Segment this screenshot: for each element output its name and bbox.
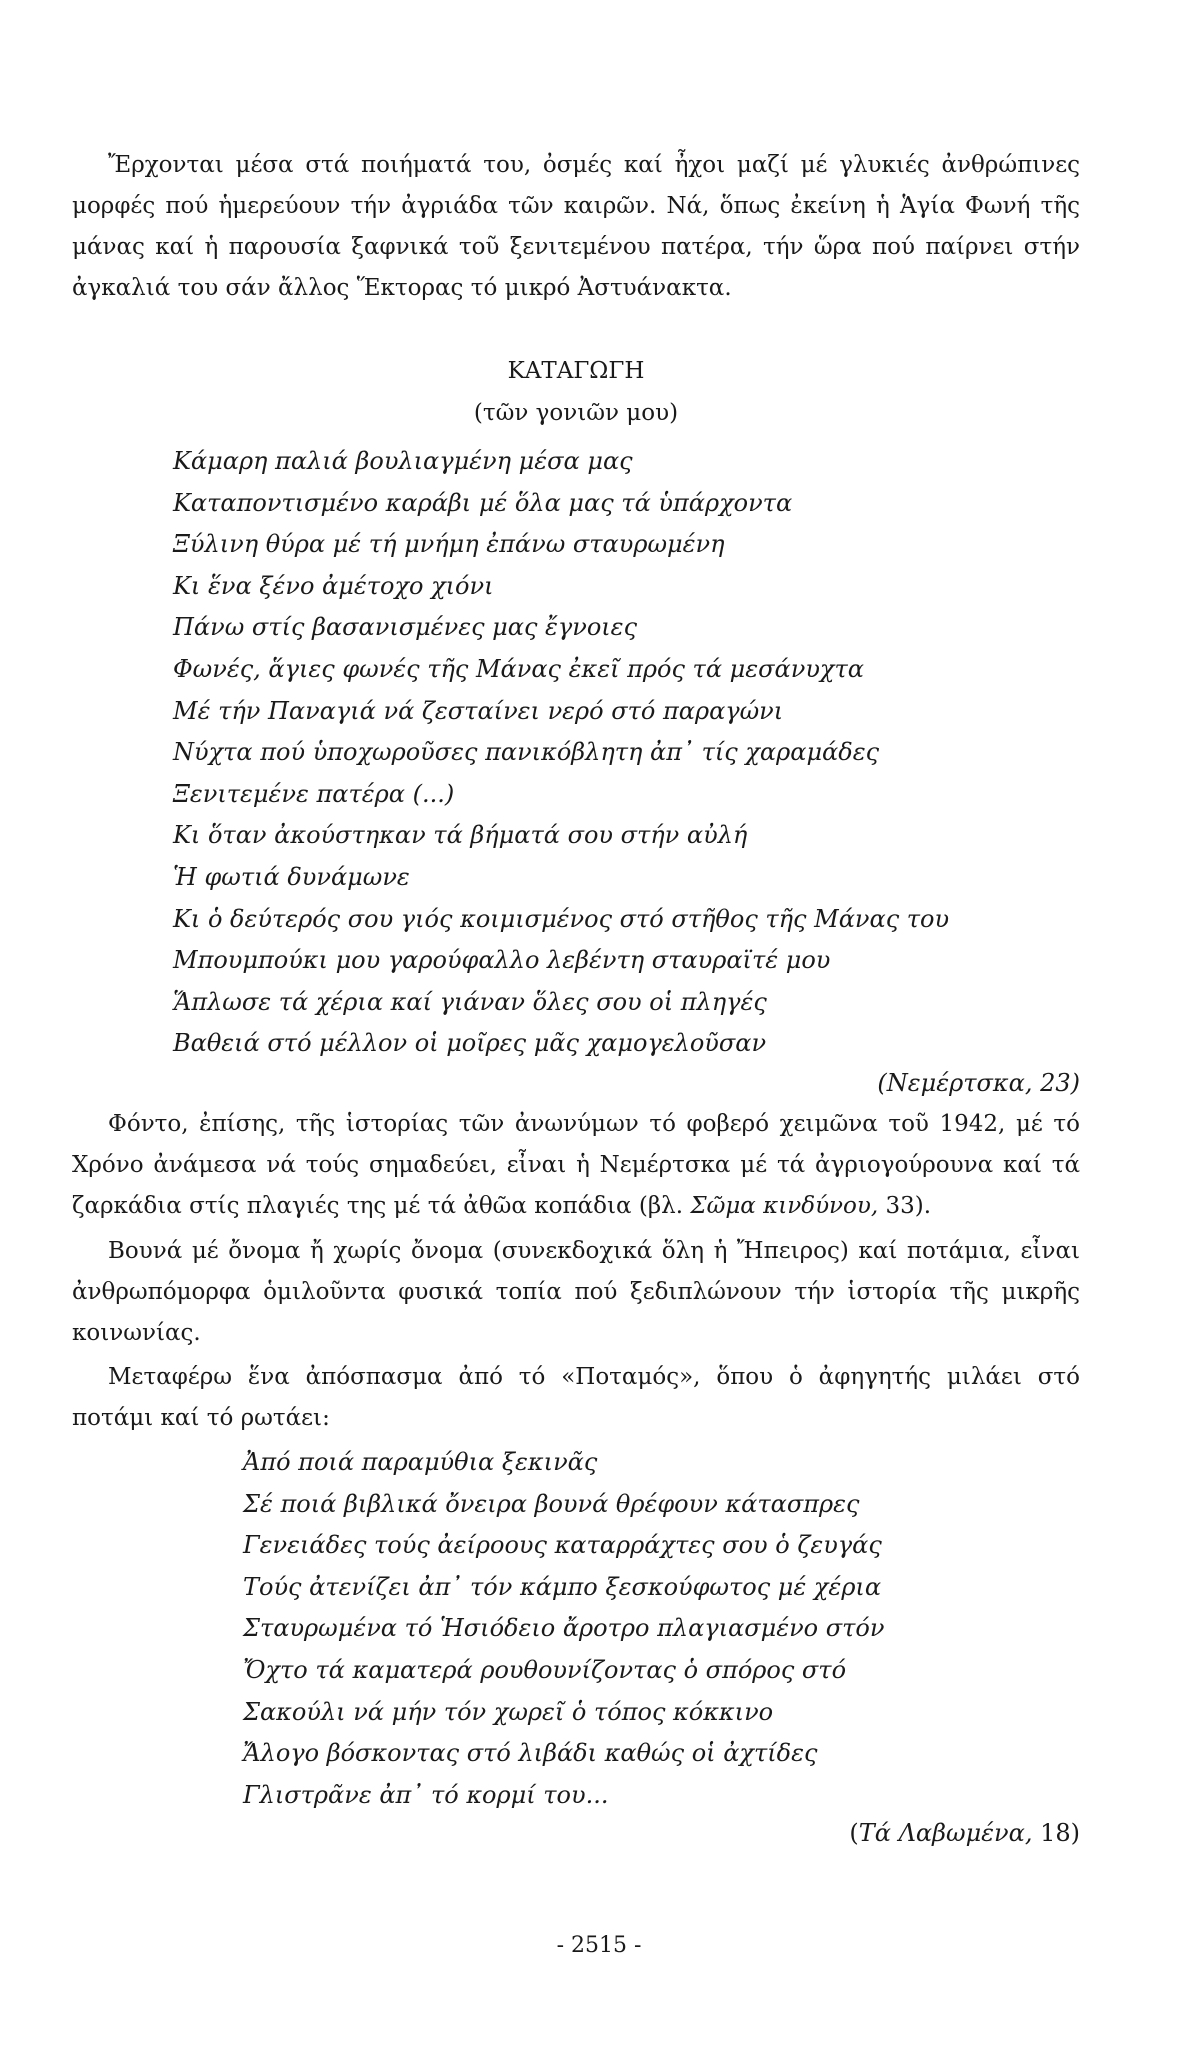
poem-line: Ἄλογο βόσκοντας στό λιβάδι καθώς οἱ ἀχτίδες	[243, 1739, 818, 1768]
poem-subtitle: (τῶν γονιῶν μου)	[473, 400, 679, 426]
poem-line: Μέ τήν Παναγιά νά ζεσταίνει νερό στό παραγώνι	[173, 696, 784, 725]
poem-line: Κάμαρη παλιά βουλιαγμένη μέσα μας	[173, 447, 633, 475]
poem-katagogi	[173, 441, 949, 1065]
poem-line: Μπουμπούκι μου γαρούφαλλο λεβέντη σταυραϊτέ μου	[173, 946, 831, 975]
poem-line: Βαθειά στό μέλλον οἱ μοῖρες μᾶς χαμογελοῦσαν	[173, 1029, 767, 1058]
poem-line: Νύχτα πού ὑποχωροῦσες πανικόβλητη ἀπ᾿ τίς χαραμάδες	[173, 738, 880, 767]
poem-line: Πάνω στίς βασανισμένες μας ἔγνοιες	[173, 613, 638, 642]
poem-title-block	[72, 351, 1080, 434]
book-title: Σῶμα κινδύνου,	[690, 1193, 879, 1219]
intro-paragraph: Ἔρχονται μέσα στά ποιήματά του, ὀσμές καί ἦχοι μαζί μέ γλυκιές ἀνθρώπινες μορφές πού ἡμερεύουν τήν ἀγριάδα τῶν καιρῶν. Νά, ὅπως ἐκείνη ἡ Ἁγία Φωνή τῆς μάνας καί ἡ παρουσία ξαφνικά τοῦ ξενιτεμένου πατέρα, τήν ὥρα πού παίρνει στήν ἀγκαλιά του σάν ἄλλος Ἕκτορας τό μικρό Ἀστυάνακτα.	[72, 152, 1080, 301]
poem-citation: (Νεμέρτσκα, 23)	[877, 1069, 1080, 1097]
poem-line: Ξύλινη θύρα μέ τή μνήμη ἐπάνω σταυρωμένη	[173, 530, 725, 559]
poem-line: Ἅπλωσε τά χέρια καί γιάναν ὅλες σου οἱ πληγές	[173, 987, 767, 1016]
poem-line: Κι ὅταν ἀκούστηκαν τά βήματά σου στήν αὐλή	[173, 821, 748, 850]
page-number: - 2515 -	[556, 1933, 642, 1958]
poem-line: Σακούλι νά μήν τόν χωρεῖ ὁ τόπος κόκκινο	[243, 1697, 774, 1726]
citation-page: 18)	[1032, 1819, 1080, 1847]
poem-line: Καταποντισμένο καράβι μέ ὅλα μας τά ὑπάρχοντα	[173, 488, 793, 517]
poem-line: Σέ ποιά βιβλικά ὄνειρα βουνά θρέφουν κάτασπρες	[243, 1489, 860, 1518]
poem-line: Σταυρωμένα τό Ἡσιόδειο ἄροτρο πλαγιασμένο στόν	[243, 1614, 885, 1643]
poem-potamos	[243, 1442, 884, 1816]
paragraph-text: Φόντο, ἐπίσης, τῆς ἱστορίας τῶν ἀνωνύμων τό φοβερό χειμῶνα τοῦ 1942, μέ τό Χρόνο ἀνάμεσα νά τούς σημαδεύει, εἶναι ἡ Νεμέρτσκα μέ τά ἀγριογούρουνα καί τά ζαρκάδια στίς πλαγιές της μέ τά ἀθῶα κοπάδια (βλ.	[72, 1111, 1080, 1219]
paragraph-background	[72, 1104, 1080, 1227]
poem2-citation	[849, 1813, 1080, 1853]
poem-line: Ξενιτεμένε πατέρα (...)	[173, 779, 455, 808]
paragraph-text-end: 33).	[878, 1193, 932, 1219]
paragraph-mountains: Βουνά μέ ὄνομα ἤ χωρίς ὄνομα (συνεκδοχικά ὅλη ἡ Ἤπειρος) καί ποτάμια, εἶναι ἀνθρωπόμορφα ὁμιλοῦντα φυσικά τοπία πού ξεδιπλώνουν τήν ἱστορία τῆς μικρῆς κοινωνίας.	[72, 1238, 1080, 1346]
poem-line: Ὄχτο τά καματερά ρουθουνίζοντας ὁ σπόρος στό	[243, 1655, 847, 1684]
poem-title: ΚΑΤΑΓΩΓΗ	[507, 358, 645, 384]
poem-line: Γενειάδες τούς ἀείροους καταρράχτες σου ὁ ζευγάς	[243, 1531, 882, 1560]
poem-line: Τούς ἀτενίζει ἀπ᾿ τόν κάμπο ξεσκούφωτος μέ χέρια	[243, 1572, 882, 1601]
citation-title: Τά Λαβωμένα,	[858, 1819, 1033, 1847]
poem-line: Κι ὁ δεύτερός σου γιός κοιμισμένος στό στῆθος τῆς Μάνας του	[173, 904, 950, 933]
paragraph-river-intro: Μεταφέρω ἕνα ἀπόσπασμα ἀπό τό «Ποταμός», ὅπου ὁ ἀφηγητής μιλάει στό ποτάμι καί τό ρωτάει:	[72, 1364, 1080, 1431]
citation-open-paren: (	[849, 1819, 859, 1847]
poem-line: Ἡ φωτιά δυνάμωνε	[173, 862, 410, 891]
poem-line: Γλιστρᾶνε ἀπ᾿ τό κορμί του...	[243, 1780, 609, 1809]
poem-line: Κι ἕνα ξένο ἀμέτοχο χιόνι	[173, 571, 494, 600]
poem-line: Ἀπό ποιά παραμύθια ξεκινᾶς	[243, 1448, 598, 1476]
poem-line: Φωνές, ἅγιες φωνές τῆς Μάνας ἐκεῖ πρός τά μεσάνυχτα	[173, 654, 864, 683]
